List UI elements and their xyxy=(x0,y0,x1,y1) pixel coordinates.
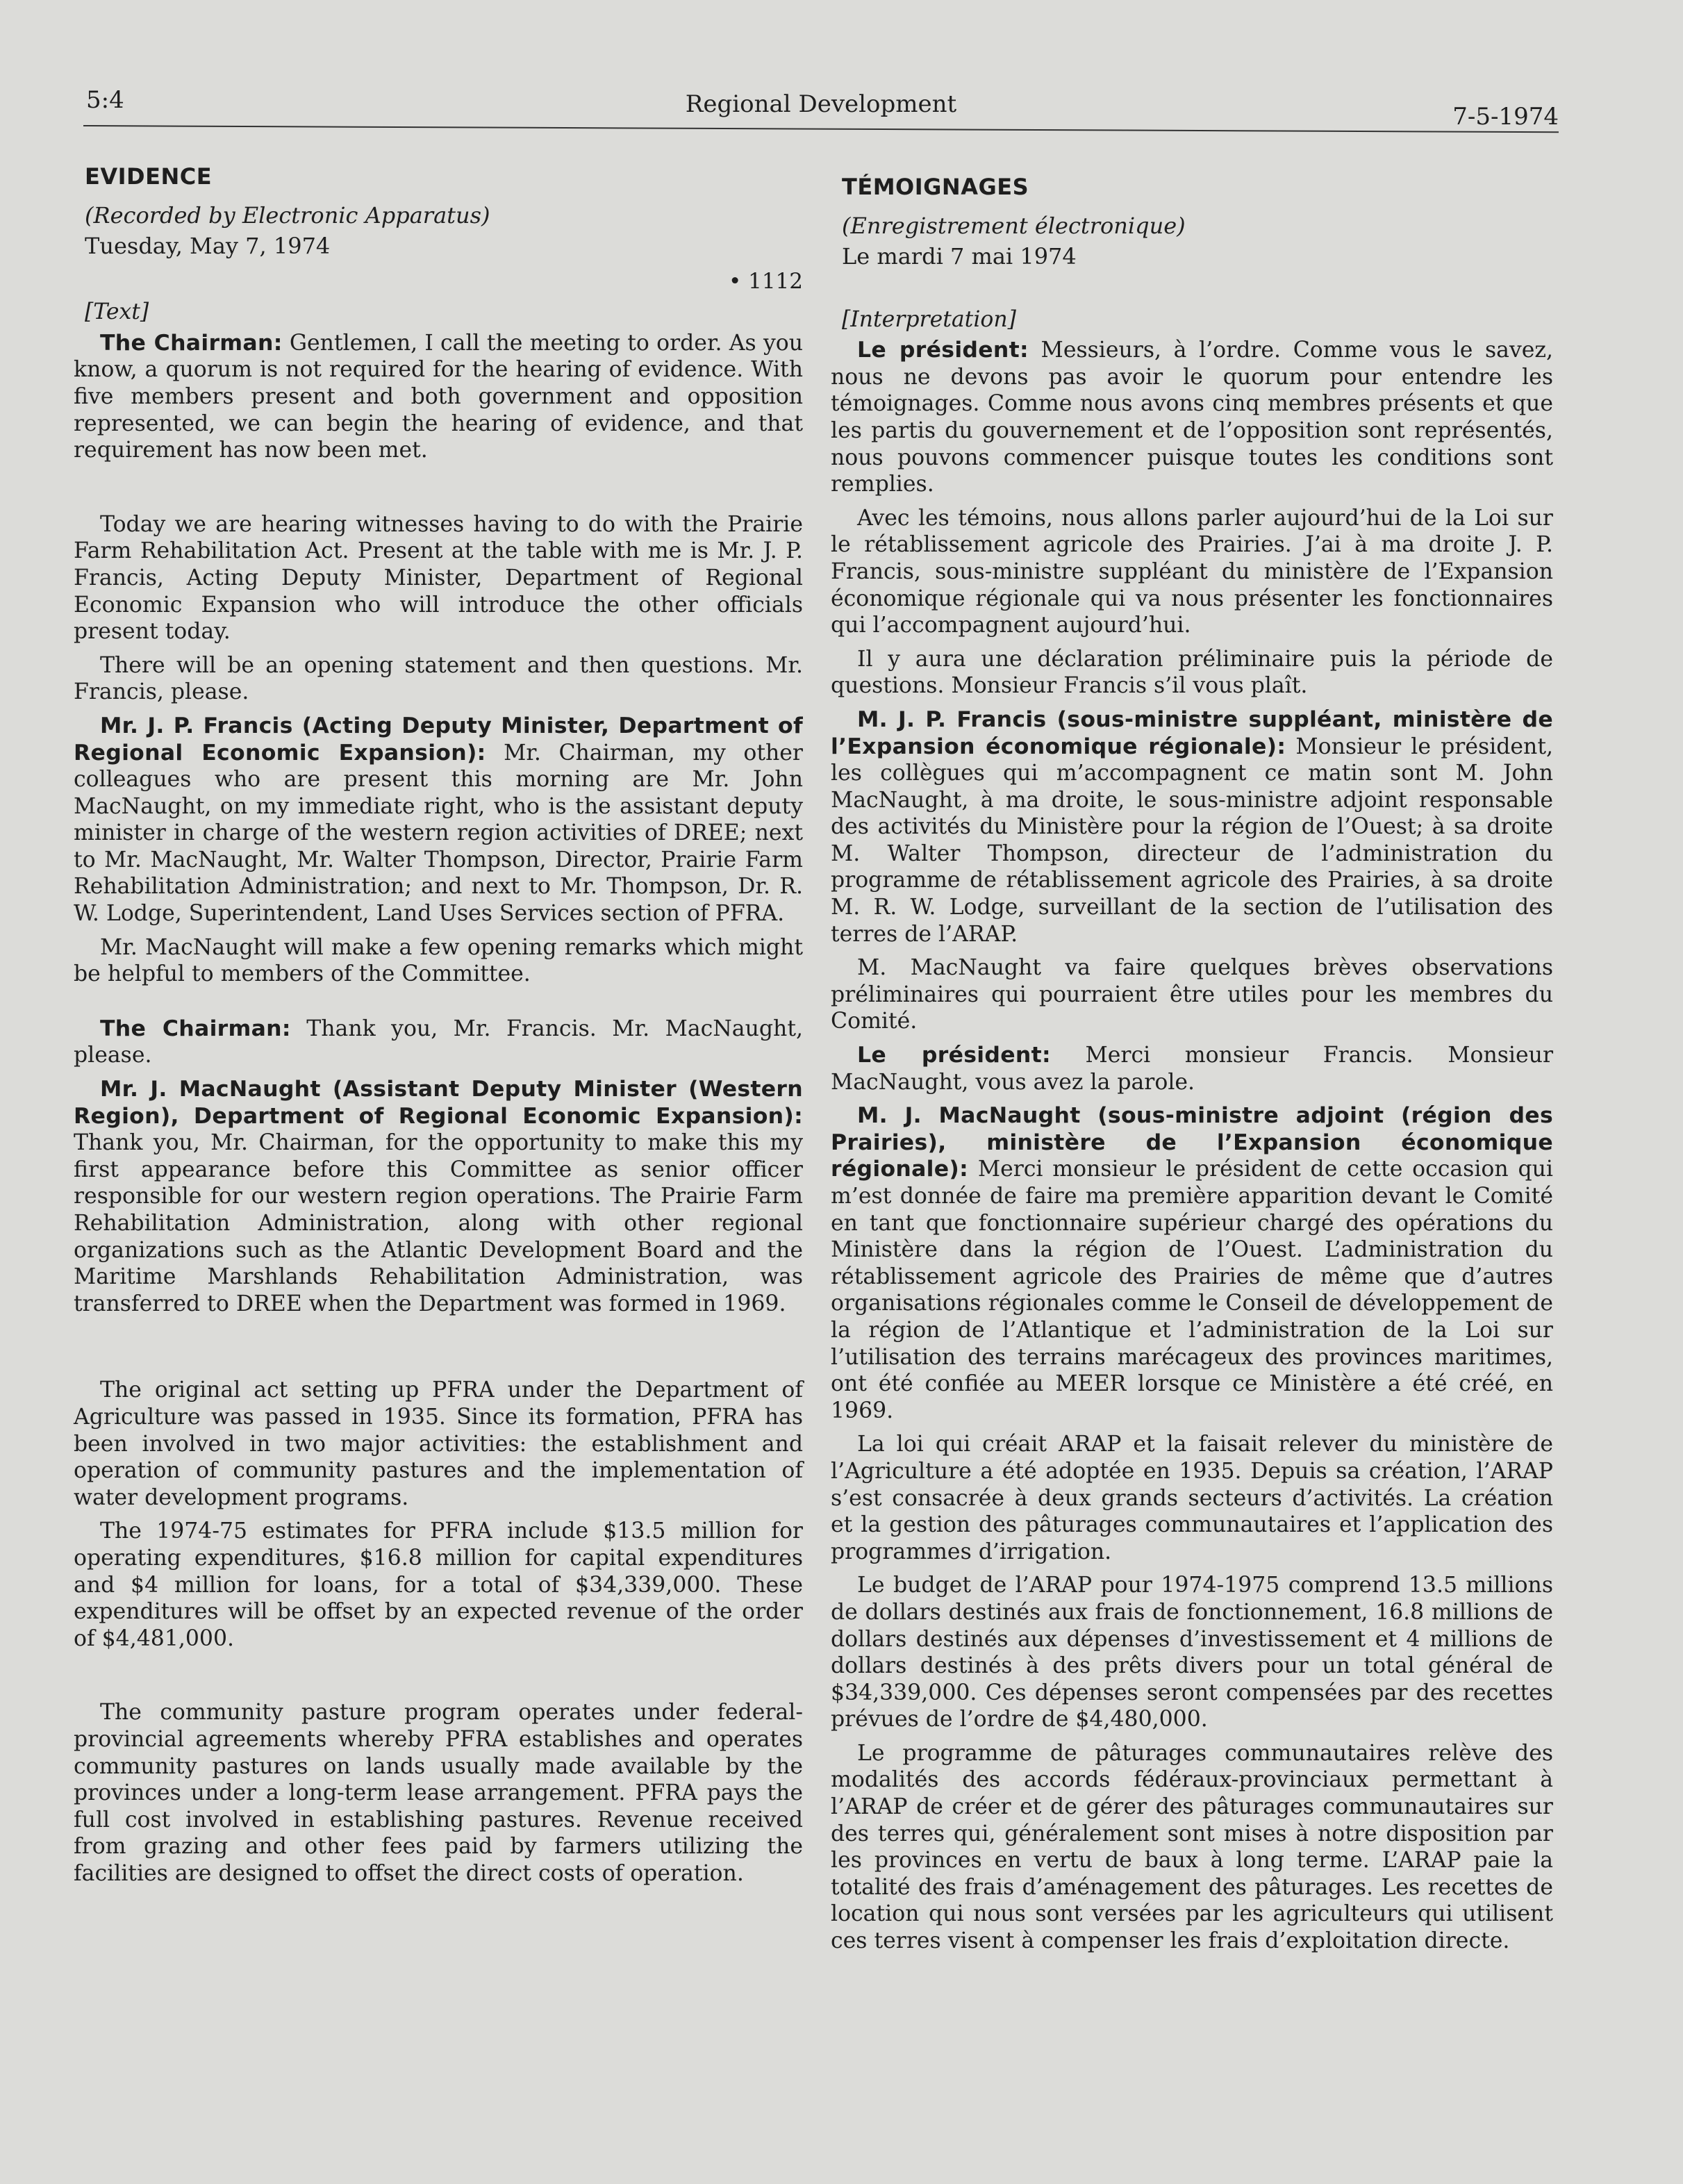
speaker-name: Mr. J. P. Francis (Acting Deputy Minister, Department of Regional Economic Expansion): xyxy=(74,713,803,766)
speaker-name: Mr. J. MacNaught (Assistant Deputy Minister (Western Region), Department of Regional Economic Expansion): xyxy=(74,1077,803,1129)
paragraph: Avec les témoins, nous allons parler aujourd’hui de la Loi sur le rétablissement agricole des Prairies. J’ai à ma droite J. P. Francis, sous-ministre suppléant du ministère de l’Expansion économique régionale qui va nous présenter les fonctionnaires qui l’accompagnent aujourd’hui. xyxy=(831,505,1553,638)
paragraph xyxy=(831,1042,1553,1095)
header-title: Regional Development xyxy=(685,90,957,118)
running-header xyxy=(83,82,1559,131)
paragraph: The community pasture program operates under federal-provincial agreements whereby PFRA establishes and operates community pastures on lands usually made available by the provinces under a long-term lease arrangement. PFRA pays the full cost involved in establishing pastures. Revenue received from grazing and other fees paid by farmers utilizing the facilities are designed to offset the direct costs of operation. xyxy=(74,1700,803,1886)
paragraph: There will be an opening statement and then questions. Mr. Francis, please. xyxy=(74,652,803,705)
evidence-subheading: (Recorded by Electronic Apparatus) xyxy=(85,201,490,229)
paragraph: The 1974-75 estimates for PFRA include $13.5 million for operating expenditures, $16.8 million for capital expenditures and $4 million for loans, for a total of $34,339,000. These expenditures will be offset by an expected revenue of the order of $4,481,000. xyxy=(74,1519,803,1651)
paragraph: The original act setting up PFRA under the Department of Agriculture was passed in 1935. Since its formation, PFRA has been involved in two major activities: the establishment and operation of community pastures and the implementation of water development programs. xyxy=(74,1378,803,1510)
paragraph-text: Gentlemen, I call the meeting to order. As you know, a quorum is not required for the hearing of evidence. With five members present and both government and opposition represented, we can begin the hearing of evidence, and that requirement has now been met. xyxy=(74,330,803,463)
speaker-name: M. J. P. Francis (sous-ministre suppléant, ministère de l’Expansion économique régionale): xyxy=(831,706,1553,759)
interpretation-mode-label: [Interpretation] xyxy=(842,306,1016,332)
temoignages-heading: TÉMOIGNAGES xyxy=(842,174,1029,200)
paragraph xyxy=(74,713,803,927)
speaker-name: Le président: xyxy=(857,1043,1051,1068)
speaker-name: M. J. MacNaught (sous-ministre adjoint (région des Prairies), ministère de l’Expansion économique régionale): xyxy=(831,1103,1553,1182)
paragraph xyxy=(831,337,1553,498)
evidence-date: Tuesday, May 7, 1974 xyxy=(85,232,331,259)
paragraph xyxy=(831,706,1553,948)
header-rule xyxy=(83,125,1559,133)
speaker-name: The Chairman: xyxy=(100,330,283,356)
time-marker: • 1112 xyxy=(728,268,803,294)
evidence-heading: EVIDENCE xyxy=(85,163,213,190)
paragraph xyxy=(74,1016,803,1069)
speaker-name: Le président: xyxy=(857,338,1029,363)
paragraph: Mr. MacNaught will make a few opening remarks which might be helpful to members of the Committee. xyxy=(74,934,803,987)
temoignages-subheading: (Enregistrement électronique) xyxy=(842,212,1186,239)
paragraph: Il y aura une déclaration préliminaire puis la période de questions. Monsieur Francis s’il vous plaît. xyxy=(831,646,1553,699)
paragraph xyxy=(74,330,803,464)
paragraph-text: Thank you, Mr. Chairman, for the opportunity to make this my first appearance before this Committee as senior officer responsible for our western region operations. The Prairie Farm Rehabilitation Administration, along with other regional organizations such as the Atlantic Development Board and the Maritime Marshlands Rehabilitation Administration, was transferred to DREE when the Department was formed in 1969. xyxy=(74,1130,803,1316)
paragraph-text: Monsieur le président, les collègues qui m’accompagnent ce matin sont M. John MacNaught, à ma droite, le sous-ministre adjoint responsable des activités du Ministère pour la région de l’Ouest; à sa droite M. Walter Thompson, directeur de l’administration du programme de rétablissement agricole des Prairies, à sa droite M. R. W. Lodge, surveillant de la section de l’utilisation des terres de l’ARAP. xyxy=(831,734,1554,947)
speaker-name: The Chairman: xyxy=(100,1016,291,1041)
paragraph-text: Merci monsieur Francis. Monsieur MacNaught, vous avez la parole. xyxy=(831,1043,1553,1095)
paragraph: La loi qui créait ARAP et la faisait relever du ministère de l’Agriculture a été adoptée en 1935. Depuis sa création, l’ARAP s’est consacrée à deux grands secteurs d’activités. La création et la gestion des pâturages communautaires et l’application des programmes d’irrigation. xyxy=(831,1432,1553,1564)
paragraph xyxy=(74,1076,803,1317)
paragraph: M. MacNaught va faire quelques brèves observations préliminaires qui pourraient être utiles pour les membres du Comité. xyxy=(831,955,1553,1034)
page-number: 5:4 xyxy=(86,86,124,114)
english-column xyxy=(74,163,803,1894)
paragraph xyxy=(831,1102,1553,1424)
paragraph-text: Messieurs, à l’ordre. Comme vous le savez, nous ne devons pas avoir le quorum pour entendre les témoignages. Comme nous avons cinq membres présents et que les partis du gouvernement et de l’opposition sont représentés, nous pouvons commencer puisque toutes les conditions sont remplies. xyxy=(831,338,1553,497)
paragraph-text: Thank you, Mr. Francis. Mr. MacNaught, please. xyxy=(74,1016,803,1068)
header-date: 7-5-1974 xyxy=(1452,103,1559,131)
paragraph: Le budget de l’ARAP pour 1974-1975 comprend 13.5 millions de dollars destinés aux frais de fonctionnement, 16.8 millions de dollars destinés aux dépenses d’investissement et 4 millions de dollars destinés à des prêts divers pour un total général de $34,339,000. Ces dépenses seront compensées par des recettes prévues de l’ordre de $4,480,000. xyxy=(831,1573,1553,1732)
paragraph: Today we are hearing witnesses having to do with the Prairie Farm Rehabilitation Act. Present at the table with me is Mr. J. P. Francis, Acting Deputy Minister, Department of Regional Economic Expansion who will introduce the other officials present today. xyxy=(74,511,803,645)
french-column xyxy=(831,174,1553,1962)
text-mode-label: [Text] xyxy=(85,299,149,325)
paragraph: Le programme de pâturages communautaires relève des modalités des accords fédéraux-provinciaux permettant à l’ARAP de créer et de gérer des pâturages communautaires sur des terres qui, généralement sont mises à notre disposition par les provinces en vertu de baux à long terme. L’ARAP paie la totalité des frais d’aménagement des pâturages. Les recettes de location qui nous sont versées par les agriculteurs qui utilisent ces terres visent à compenser les frais d’exploitation directe. xyxy=(831,1740,1553,1954)
temoignages-date: Le mardi 7 mai 1974 xyxy=(842,242,1077,270)
paragraph-text: Mr. Chairman, my other colleagues who are present this morning are Mr. John MacNaught, on my immediate right, who is the assistant deputy minister in charge of the western region activities of DREE; next to Mr. MacNaught, Mr. Walter Thompson, Director, Prairie Farm Rehabilitation Administration; and next to Mr. Thompson, Dr. R. W. Lodge, Superintendent, Land Uses Services section of PFRA. xyxy=(74,740,803,927)
paragraph-text: Merci monsieur le président de cette occasion qui m’est donnée de faire ma première apparition devant le Comité en tant que fonctionnaire supérieur chargé des opérations du Ministère dans la région de l’Ouest. L’administration du rétablissement agricole des Prairies de même que d’autres organisations régionales comme le Conseil de développement de la région de l’Atlantique et l’administration de la Loi sur l’utilisation des terrains marécageux des provinces maritimes, ont été confiée au MEER lorsque ce Ministère a été créé, en 1969. xyxy=(831,1157,1553,1423)
